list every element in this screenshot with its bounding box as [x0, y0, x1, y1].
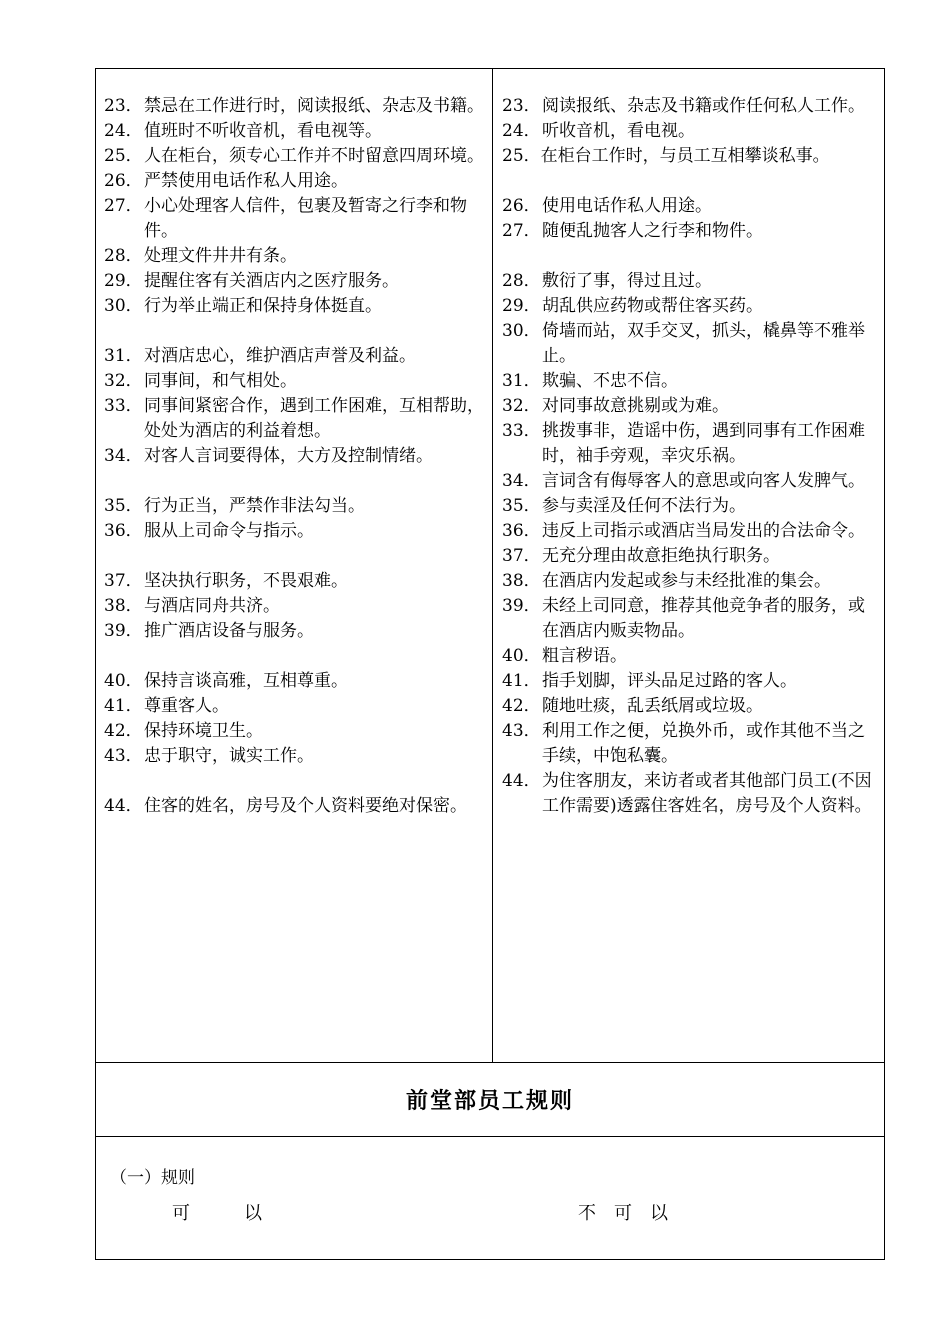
can-column-header: 可 以	[172, 1203, 262, 1224]
list-item: 23． 禁忌在工作进行时，阅读报纸、杂志及书籍。	[104, 96, 484, 116]
list-item: 42． 保持环境卫生。	[104, 721, 263, 741]
list-item: 35． 行为正当，严禁作非法勾当。	[104, 496, 365, 516]
list-item: 40． 粗言秽语。	[502, 646, 627, 666]
list-item: 31． 欺骗、不忠不信。	[502, 371, 678, 391]
list-item: 34． 言词含有侮辱客人的意思或向客人发脾气。	[502, 471, 865, 491]
list-item: 41． 指手划脚，评头品足过路的客人。	[502, 671, 797, 691]
list-item: 42． 随地吐痰，乱丢纸屑或垃圾。	[502, 696, 763, 716]
left-column-can	[104, 94, 488, 819]
list-item: 44． 住客的姓名，房号及个人资料要绝对保密。	[104, 796, 467, 816]
list-item: 32． 同事间，和气相处。	[104, 371, 297, 391]
section-title-row	[96, 1063, 884, 1137]
list-item: 32． 对同事故意挑剔或为难。	[502, 396, 729, 416]
right-column-cannot	[502, 94, 878, 819]
list-item: 29． 胡乱供应药物或帮住客买药。	[502, 296, 763, 316]
list-item: 31． 对酒店忠心，维护酒店声誉及利益。	[104, 346, 416, 366]
list-item: 28． 敷衍了事，得过且过。	[502, 271, 712, 291]
spacer	[104, 544, 488, 569]
list-item: 27． 随便乱抛客人之行李和物件。	[502, 221, 763, 241]
spacer	[104, 769, 488, 794]
spacer	[502, 169, 878, 194]
list-item: 44． 为住客朋友，来访者或者其他部门员工(不因工作需要)透露住客姓名，房号及个人资料。	[502, 771, 872, 816]
list-item: 27． 小心处理客人信件，包裹及暂寄之行李和物件。	[104, 196, 467, 241]
column-divider	[492, 69, 493, 1063]
spacer	[104, 469, 488, 494]
list-item: 23． 阅读报纸、杂志及书籍或作任何私人工作。	[502, 96, 865, 116]
list-item: 43． 忠于职守，诚实工作。	[104, 746, 314, 766]
list-item: 36． 服从上司命令与指示。	[104, 521, 314, 541]
list-item: 25． 人在柜台，须专心工作并不时留意四周环境。	[104, 146, 484, 166]
list-item: 35． 参与卖淫及任何不法行为。	[502, 496, 746, 516]
spacer	[502, 244, 878, 269]
list-item: 39． 未经上司同意，推荐其他竞争者的服务，或在酒店内贩卖物品。	[502, 596, 865, 641]
list-item: 26． 使用电话作私人用途。	[502, 196, 712, 216]
list-item: 30． 行为举止端正和保持身体挺直。	[104, 296, 382, 316]
document-table	[95, 68, 885, 1260]
spacer	[104, 644, 488, 669]
list-item: 30． 倚墙而站，双手交叉，抓头，橇鼻等不雅举止。	[502, 321, 865, 366]
list-item: 43． 利用工作之便，兑换外币，或作其他不当之手续，中饱私囊。	[502, 721, 865, 766]
rules-heading: （一）规则	[110, 1168, 195, 1188]
list-item: 37． 无充分理由故意拒绝执行职务。	[502, 546, 780, 566]
list-item: 33． 同事间紧密合作，遇到工作困难，互相帮助，处处为酒店的利益着想。	[104, 396, 484, 441]
list-item: 29． 提醒住客有关酒店内之医疗服务。	[104, 271, 399, 291]
section-title: 前堂部员工规则	[405, 1088, 574, 1114]
list-item: 40． 保持言谈高雅，互相尊重。	[104, 671, 348, 691]
list-item: 26． 严禁使用电话作私人用途。	[104, 171, 348, 191]
list-item: 33． 挑拨事非，造谣中伤，遇到同事有工作困难时，袖手旁观，幸灾乐祸。	[502, 421, 865, 466]
list-item: 24． 听收音机，看电视。	[502, 121, 695, 141]
list-item: 25．在柜台工作时，与员工互相攀谈私事。	[502, 146, 830, 166]
list-item: 24． 值班时不听收音机，看电视等。	[104, 121, 382, 141]
list-item: 36． 违反上司指示或酒店当局发出的合法命令。	[502, 521, 865, 541]
list-item: 41． 尊重客人。	[104, 696, 229, 716]
cannot-column-header: 不 可 以	[578, 1203, 668, 1224]
list-item: 34． 对客人言词要得体，大方及控制情绪。	[104, 446, 433, 466]
list-item: 37． 坚决执行职务，不畏艰难。	[104, 571, 348, 591]
list-item: 38． 与酒店同舟共济。	[104, 596, 280, 616]
rules-columns	[96, 69, 884, 1063]
list-item: 28． 处理文件井井有条。	[104, 246, 297, 266]
list-item: 39． 推广酒店设备与服务。	[104, 621, 314, 641]
spacer	[104, 319, 488, 344]
list-item: 38． 在酒店内发起或参与未经批准的集会。	[502, 571, 831, 591]
